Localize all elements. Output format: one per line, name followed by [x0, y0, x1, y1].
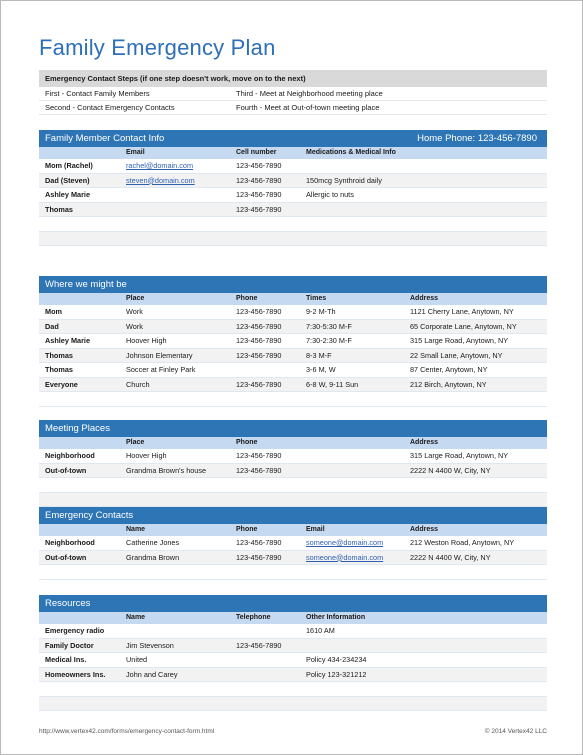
- column-header: Times: [306, 295, 327, 302]
- table-cell: [236, 653, 306, 667]
- table-cell: Johnson Elementary: [126, 350, 193, 360]
- table-cell: [306, 392, 410, 406]
- column-header: Address: [410, 439, 439, 446]
- table-cell: [306, 464, 410, 478]
- email-link[interactable]: rachel@domain.com: [126, 161, 194, 170]
- row-label: Ashley Marie: [45, 336, 91, 345]
- table-cell: [410, 203, 547, 217]
- table-row: [39, 334, 547, 349]
- emergency-section-header: [39, 507, 547, 524]
- table-cell: United: [126, 655, 148, 664]
- table-cell: [410, 639, 547, 653]
- table-cell: 2222 N 4400 W, City, NY: [410, 465, 491, 475]
- table-cell: [236, 565, 306, 579]
- table-cell: [126, 493, 236, 507]
- table-cell: [236, 668, 306, 682]
- table-cell: Jim Stevenson: [126, 640, 174, 650]
- row-label: Thomas: [45, 350, 73, 360]
- table-cell: [410, 217, 547, 231]
- table-cell: [236, 392, 306, 406]
- family-column-header: [39, 147, 547, 159]
- table-row: [39, 639, 547, 654]
- column-header: Phone: [236, 295, 258, 302]
- table-row: [39, 478, 547, 493]
- table-cell: [126, 217, 236, 231]
- steps-row: [39, 101, 547, 115]
- table-cell: [410, 697, 547, 711]
- table-cell: [306, 478, 410, 492]
- table-row: [39, 493, 547, 508]
- row-label: Out-of-town: [45, 552, 87, 562]
- table-cell: Church: [126, 379, 150, 389]
- column-header: Place: [126, 439, 145, 446]
- row-label: Thomas: [45, 365, 73, 374]
- table-cell: [236, 232, 306, 246]
- row-label: [39, 565, 126, 579]
- table-cell: [126, 203, 236, 217]
- table-cell: [126, 565, 236, 579]
- table-cell: 8-3 M-F: [306, 350, 332, 360]
- table-cell: 212 Weston Road, Anytown, NY: [410, 538, 515, 547]
- table-row: [39, 624, 547, 639]
- column-header: [39, 612, 126, 624]
- table-cell: [410, 668, 547, 682]
- table-cell: 123-456-7890: [236, 350, 282, 360]
- row-label: [39, 682, 126, 696]
- table-row: [39, 232, 547, 247]
- table-cell: [236, 478, 306, 492]
- table-cell: [306, 565, 410, 579]
- emergency-column-header: [39, 524, 547, 536]
- table-cell: 123-456-7890: [236, 307, 282, 316]
- step-third: Third - Meet at Neighborhood meeting place: [236, 89, 383, 98]
- column-header: Address: [410, 295, 439, 302]
- row-label: Dad (Steven): [45, 175, 90, 185]
- table-cell: 9-2 M-Th: [306, 307, 336, 316]
- table-cell: [410, 682, 547, 696]
- table-row: [39, 203, 547, 218]
- meeting-column-header: [39, 437, 547, 449]
- table-row: [39, 378, 547, 393]
- table-row: [39, 551, 547, 566]
- step-second: Second - Contact Emergency Contacts: [45, 103, 175, 112]
- table-row: [39, 536, 547, 551]
- table-cell: Hoover High: [126, 451, 167, 460]
- table-cell: [236, 697, 306, 711]
- step-fourth: Fourth - Meet at Out-of-town meeting place: [236, 103, 380, 112]
- table-cell: [410, 478, 547, 492]
- table-row: [39, 697, 547, 712]
- table-cell: [306, 493, 410, 507]
- table-cell: John and Carey: [126, 669, 178, 679]
- table-row: [39, 159, 547, 174]
- table-cell: [410, 493, 547, 507]
- table-cell: Soccer at Finley Park: [126, 365, 196, 374]
- table-cell: Catherine Jones: [126, 538, 180, 547]
- family-section-header: [39, 130, 547, 147]
- column-header: Telephone: [236, 614, 271, 621]
- table-cell: 123-456-7890: [236, 336, 282, 345]
- table-cell: [410, 653, 547, 667]
- column-header: Place: [126, 295, 145, 302]
- table-cell: [306, 159, 410, 173]
- emergency-section-title: Emergency Contacts: [45, 510, 134, 521]
- steps-header: Emergency Contact Steps (if one step doesn't work, move on to the next): [39, 70, 547, 87]
- table-cell: [306, 449, 410, 463]
- table-cell: 212 Birch, Anytown, NY: [410, 379, 487, 389]
- row-label: Neighborhood: [45, 451, 95, 460]
- column-header: [39, 437, 126, 449]
- table-cell: [126, 697, 236, 711]
- family-contact-section: [39, 130, 547, 246]
- table-cell: [126, 232, 236, 246]
- table-cell: 7:30-5:30 M-F: [306, 321, 352, 331]
- table-row: [39, 174, 547, 189]
- table-cell: 87 Center, Anytown, NY: [410, 365, 488, 374]
- table-row: [39, 682, 547, 697]
- table-cell: 123-456-7890: [236, 161, 282, 170]
- table-row: [39, 668, 547, 683]
- column-header: [39, 147, 126, 159]
- places-section-title: Where we might be: [45, 279, 127, 290]
- table-cell: [236, 217, 306, 231]
- table-cell: 123-456-7890: [236, 552, 282, 562]
- table-cell: 123-456-7890: [236, 451, 282, 460]
- table-cell: 123-456-7890: [236, 190, 282, 199]
- table-cell: 1121 Cherry Lane, Anytown, NY: [410, 307, 514, 316]
- column-header: Email: [306, 526, 325, 533]
- meeting-section-header: [39, 420, 547, 437]
- table-cell: [306, 682, 410, 696]
- column-header: [39, 293, 126, 305]
- row-label: Everyone: [45, 379, 78, 389]
- row-label: [39, 392, 126, 406]
- row-label: [39, 232, 126, 246]
- column-header: [410, 612, 547, 624]
- row-label: [39, 493, 126, 507]
- table-cell: [410, 159, 547, 173]
- email-link[interactable]: steven@domain.com: [126, 175, 195, 185]
- footer-copyright: © 2014 Vertex42 LLC: [484, 728, 547, 735]
- column-header: Other Information: [306, 614, 366, 621]
- table-cell: Policy 123-321212: [306, 669, 367, 679]
- column-header: Phone: [236, 439, 258, 446]
- resources-section-title: Resources: [45, 598, 91, 609]
- table-row: [39, 349, 547, 364]
- table-cell: Grandma Brown: [126, 552, 180, 562]
- row-label: Out-of-town: [45, 465, 87, 475]
- table-cell: [126, 682, 236, 696]
- table-cell: Policy 434-234234: [306, 655, 367, 664]
- table-cell: [410, 565, 547, 579]
- row-label: Homeowners Ins.: [45, 669, 106, 679]
- row-label: [39, 697, 126, 711]
- table-row: [39, 392, 547, 407]
- places-section-header: [39, 276, 547, 293]
- resources-section-header: [39, 595, 547, 612]
- steps-row: [39, 87, 547, 101]
- footer-url[interactable]: http://www.vertex42.com/forms/emergency-contact-form.html: [39, 728, 215, 735]
- table-cell: [306, 639, 410, 653]
- table-cell: [410, 232, 547, 246]
- table-cell: [306, 697, 410, 711]
- table-row: [39, 305, 547, 320]
- table-cell: [410, 174, 547, 188]
- resources-column-header: [39, 612, 547, 624]
- column-header: Phone: [236, 526, 258, 533]
- table-cell: 123-456-7890: [236, 465, 282, 475]
- table-cell: 123-456-7890: [236, 538, 282, 547]
- table-cell: [306, 217, 410, 231]
- table-row: [39, 363, 547, 378]
- table-cell: 123-456-7890: [236, 321, 282, 331]
- column-header: [410, 147, 547, 159]
- row-label: Medical Ins.: [45, 655, 87, 664]
- table-cell: [126, 392, 236, 406]
- table-cell: 6-8 W, 9-11 Sun: [306, 379, 359, 389]
- where-we-might-be-section: [39, 276, 547, 407]
- table-cell: [236, 682, 306, 696]
- row-label: Thomas: [45, 204, 73, 214]
- meeting-places-section: [39, 420, 547, 507]
- table-cell: [236, 493, 306, 507]
- row-label: Emergency radio: [45, 626, 105, 635]
- table-cell: 3-6 M, W: [306, 365, 336, 374]
- column-header: Email: [126, 149, 145, 156]
- row-label: Mom (Rachel): [45, 161, 93, 170]
- column-header: Name: [126, 614, 146, 621]
- table-cell: 123-456-7890: [236, 175, 282, 185]
- family-section-title: Family Member Contact Info: [45, 133, 165, 144]
- row-label: [39, 217, 126, 231]
- home-phone: Home Phone: 123-456-7890: [417, 133, 537, 144]
- row-label: Family Doctor: [45, 640, 94, 650]
- page-footer: [39, 728, 547, 735]
- table-cell: 1610 AM: [306, 626, 335, 635]
- places-column-header: [39, 293, 547, 305]
- column-header: Address: [410, 526, 439, 533]
- table-cell: [410, 188, 547, 202]
- table-cell: 7:30-2:30 M-F: [306, 336, 352, 345]
- table-cell: [236, 624, 306, 638]
- contact-steps: [39, 70, 547, 115]
- column-header: Cell number: [236, 149, 277, 156]
- table-cell: [126, 478, 236, 492]
- table-row: [39, 464, 547, 479]
- email-link[interactable]: someone@domain.com: [306, 552, 384, 562]
- row-label: [39, 478, 126, 492]
- column-header: Name: [126, 526, 146, 533]
- table-cell: Hoover High: [126, 336, 167, 345]
- table-cell: 2222 N 4400 W, City, NY: [410, 552, 491, 562]
- table-cell: Work: [126, 321, 143, 331]
- table-row: [39, 653, 547, 668]
- table-row: [39, 449, 547, 464]
- email-link[interactable]: someone@domain.com: [306, 538, 384, 547]
- table-cell: 65 Corporate Lane, Anytown, NY: [410, 321, 517, 331]
- table-row: [39, 565, 547, 580]
- column-header: [39, 524, 126, 536]
- table-cell: 315 Large Road, Anytown, NY: [410, 336, 509, 345]
- column-header: Medications & Medical Info: [306, 149, 396, 156]
- table-cell: [126, 624, 236, 638]
- row-label: Ashley Marie: [45, 190, 91, 199]
- table-cell: Allergic to nuts: [306, 190, 354, 199]
- meeting-section-title: Meeting Places: [45, 423, 110, 434]
- emergency-contacts-section: [39, 507, 547, 580]
- table-cell: 150mcg Synthroid daily: [306, 175, 382, 185]
- table-cell: Grandma Brown's house: [126, 465, 207, 475]
- table-cell: 315 Large Road, Anytown, NY: [410, 451, 509, 460]
- table-cell: [410, 392, 547, 406]
- table-cell: [126, 188, 236, 202]
- row-label: Mom: [45, 307, 63, 316]
- table-row: [39, 217, 547, 232]
- row-label: Dad: [45, 321, 59, 331]
- table-cell: [236, 363, 306, 377]
- row-label: Neighborhood: [45, 538, 95, 547]
- step-first: First - Contact Family Members: [45, 89, 150, 98]
- table-cell: 123-456-7890: [236, 379, 282, 389]
- table-cell: 123-456-7890: [236, 204, 282, 214]
- column-header: [306, 437, 410, 449]
- table-cell: [306, 203, 410, 217]
- page-title: Family Emergency Plan: [39, 35, 276, 60]
- table-cell: 123-456-7890: [236, 640, 282, 650]
- table-cell: Work: [126, 307, 143, 316]
- table-row: [39, 188, 547, 203]
- table-row: [39, 320, 547, 335]
- table-cell: [306, 232, 410, 246]
- table-cell: [410, 624, 547, 638]
- table-cell: 22 Small Lane, Anytown, NY: [410, 350, 503, 360]
- resources-section: [39, 595, 547, 711]
